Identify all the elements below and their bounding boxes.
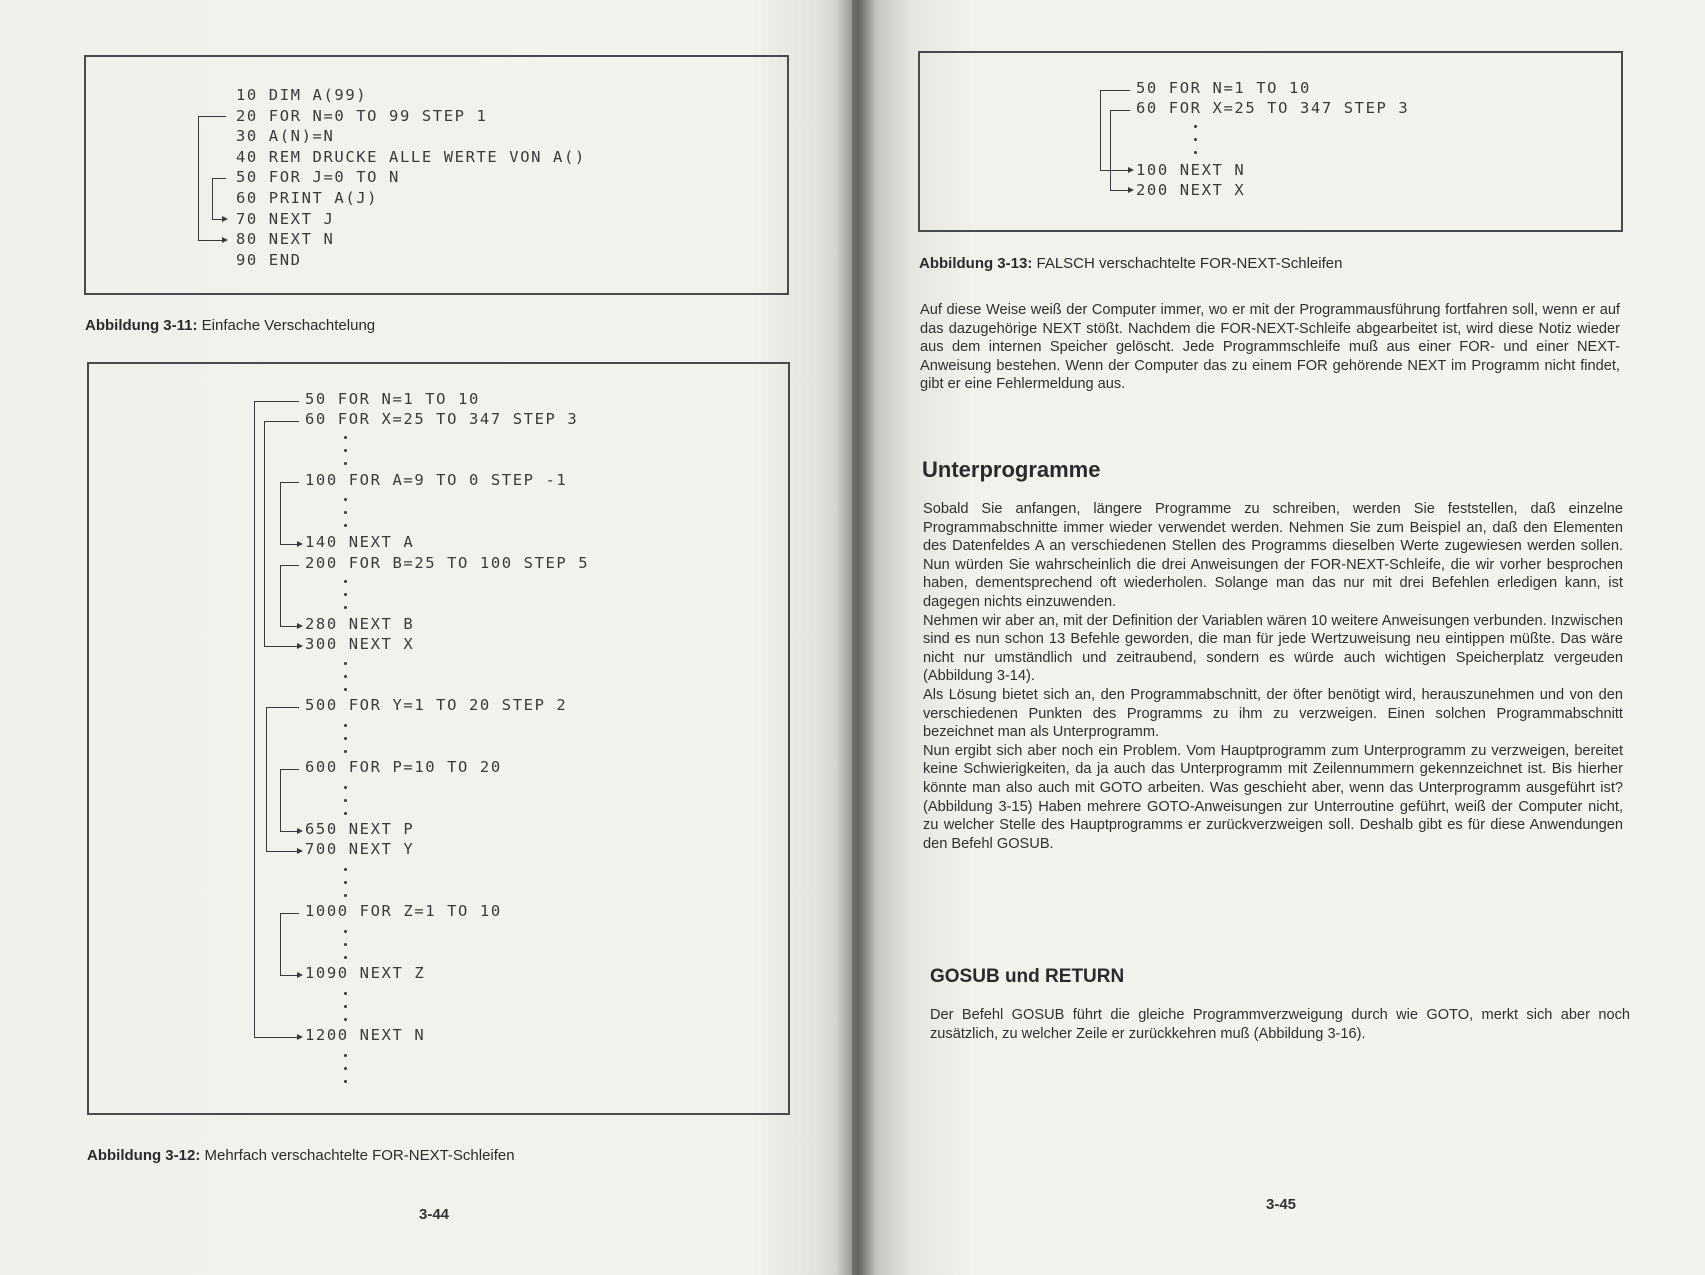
figure-3-13-code <box>1136 79 1410 199</box>
code-line: 60 FOR X=25 TO 347 STEP 3 <box>305 410 579 428</box>
code-line: 200 FOR B=25 TO 100 STEP 5 <box>305 554 590 572</box>
paragraph: Der Befehl GOSUB führt die gleiche Programmverzweigung durch wie GOTO, merkt sich aber noch zusätzlich, zu welcher Zeile er zurückkehren muß (Abbildung 3-16). <box>930 1007 1630 1042</box>
code-line: 140 NEXT A <box>305 533 415 551</box>
code-line: 90 END <box>236 250 302 269</box>
code-line: 40 REM DRUCKE ALLE WERTE VON A() <box>236 147 586 166</box>
code-line: 700 NEXT Y <box>305 840 415 858</box>
figure-3-11-caption <box>85 317 375 334</box>
book-gutter <box>836 0 876 1275</box>
code-line: 30 A(N)=N <box>236 127 335 146</box>
caption-text: Einfache Verschachtelung <box>201 317 376 334</box>
caption-text: FALSCH verschachtelte FOR-NEXT-Schleifen <box>1036 255 1343 272</box>
code-line: 60 PRINT A(J) <box>236 189 379 207</box>
caption-label: Abbildung 3-12: <box>87 1147 201 1164</box>
caption-text: Mehrfach verschachtelte FOR-NEXT-Schleifen <box>204 1147 515 1164</box>
code-line: 10 DIM A(99) <box>236 86 368 104</box>
code-line: 60 FOR X=25 TO 347 STEP 3 <box>1136 99 1410 117</box>
page-number: 3-45 <box>1266 1196 1297 1213</box>
section-body <box>923 500 1623 853</box>
code-line: 600 FOR P=10 TO 20 <box>305 758 502 776</box>
paragraph: Nun ergibt sich aber noch ein Problem. Vom Hauptprogramm zum Unterprogramm zu verzweigen, bereitet keine Schwierigkeiten, da ja auch das Unterprogramm mit Zeilennummern gekennzeichnet ist. Bis hierher könnte man also auch mit GOTO arbeiten. Was geschieht aber, wenn das Unterprogramm ausgeführt ist? (Abbildung 3-15) Haben mehrere GOTO-Anweisungen zur Unterroutine geführt, weiß der Computer nicht, zu welcher Stelle des Hauptprogramms er zurückverzweigen soll. Deshalb gibt es für diese Anwendungen den Befehl GOSUB. <box>923 742 1623 852</box>
figure-3-11-box <box>84 55 789 295</box>
paragraph: Nehmen wir aber an, mit der Definition der Variablen wären 10 weitere Anweisungen verbunden. Inzwischen sind es nun schon 13 Befehle geworden, die man für jede Wertzuweisung neu eintippen müßte. Das wäre nicht nur umständlich und zeitraubend, sondern es würde auch wichtigen Speicherplatz vergeuden (Abbildung 3-14). <box>923 612 1623 685</box>
code-line: 50 FOR N=1 TO 10 <box>1136 79 1311 97</box>
page-number: 3-44 <box>419 1206 450 1223</box>
code-line: 20 FOR N=0 TO 99 STEP 1 <box>236 106 488 125</box>
paragraph: Sobald Sie anfangen, längere Programme zu schreiben, werden Sie feststellen, daß einzelne Programmabschnitte immer wieder verwendet werden. Nehmen Sie zum Beispiel an, daß den Elementen des Datenfeldes A an verschiedenen Stellen des Programms dieselben Werte zugewiesen werden sollen. Nun würden Sie wahrscheinlich die drei Anweisungen der FOR-NEXT-Schleife, die wir vorher besprochen haben, dementsprechend oft wiederholen. Solange man das nur mit drei Befehlen erledigen kann, ist dagegen nichts einzuwenden. <box>923 501 1623 610</box>
subsection-heading: GOSUB und RETURN <box>930 966 1125 987</box>
subsection-body <box>930 1006 1630 1043</box>
code-line: 200 NEXT X <box>1136 181 1246 199</box>
code-line: 70 NEXT J <box>236 209 335 228</box>
code-line: 100 NEXT N <box>1136 161 1246 179</box>
caption-label: Abbildung 3-11: <box>85 317 198 334</box>
code-line: 100 FOR A=9 TO 0 STEP -1 <box>305 471 568 489</box>
caption-label: Abbildung 3-13: <box>919 255 1033 272</box>
code-line: 280 NEXT B <box>305 615 415 633</box>
figure-3-12-caption <box>87 1147 515 1164</box>
figure-3-13-caption <box>919 255 1342 272</box>
paragraph: Als Lösung bietet sich an, den Programmabschnitt, der öfter benötigt wird, herauszunehmen und von den verschiedenen Punkten des Programms zu ihm zu verzweigen. Einen solchen Programmabschnitt bezeichnet man als Unterprogramm. <box>923 686 1623 741</box>
left-page <box>0 0 852 1275</box>
intro-paragraph <box>920 301 1620 394</box>
code-line: 80 NEXT N <box>236 230 335 249</box>
code-line: 500 FOR Y=1 TO 20 STEP 2 <box>305 696 568 714</box>
figure-3-12-code <box>305 390 590 1044</box>
code-line: 50 FOR N=1 TO 10 <box>305 390 480 408</box>
code-line: 1200 NEXT N <box>305 1026 426 1044</box>
figure-3-11-code <box>236 86 586 284</box>
code-line: 650 NEXT P <box>305 820 415 838</box>
code-line: 50 FOR J=0 TO N <box>236 168 400 187</box>
right-page <box>852 0 1705 1275</box>
paragraph: Auf diese Weise weiß der Computer immer, wo er mit der Programmausführung fortfahren soll, wenn er auf das dazugehörige NEXT stößt. Nachdem die FOR-NEXT-Schleife abgearbeitet ist, wird diese Notiz wieder aus dem internen Speicher gelöscht. Jede Programmschleife muß aus einer FOR- und einer NEXT-Anweisung bestehen. Wenn der Computer das zu einem FOR gehörende NEXT im Programm nicht findet, gibt er eine Fehlermeldung aus. <box>920 302 1620 393</box>
section-heading: Unterprogramme <box>922 457 1101 482</box>
code-line: 1090 NEXT Z <box>305 964 426 982</box>
code-line: 300 NEXT X <box>305 635 415 653</box>
code-line: 1000 FOR Z=1 TO 10 <box>305 902 502 920</box>
